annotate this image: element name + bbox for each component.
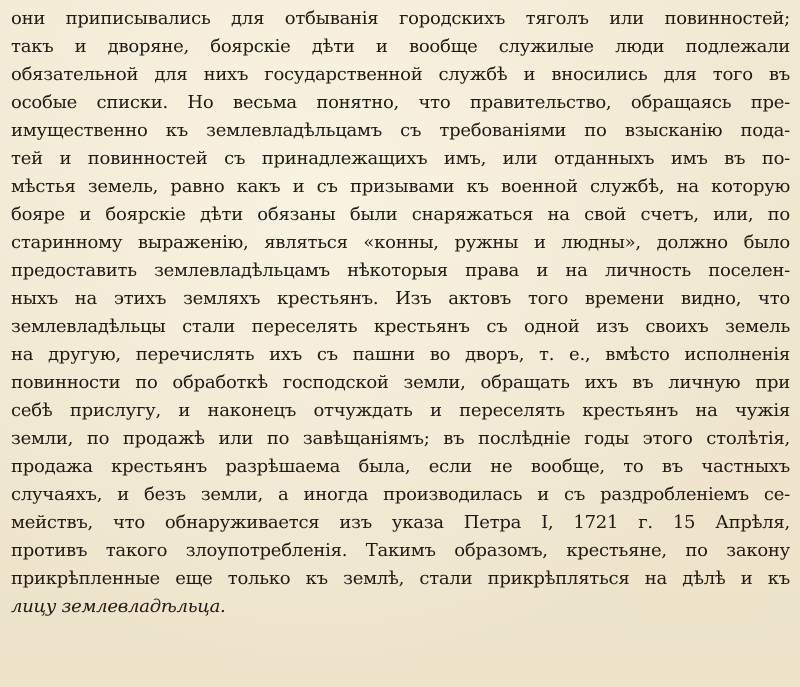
text-line: тей и повинностей съ принадлежащихъ имъ, или отданныхъ имъ въ по- xyxy=(11,148,790,169)
last-text-line: лицу землевладѣльца. xyxy=(11,596,226,617)
text-line: себѣ прислугу, и наконецъ отчуждать и переселять крестьянъ на чужія xyxy=(11,400,790,421)
text-line: старинному выраженію, являться «конны, ружны и людны», должно было xyxy=(11,232,790,253)
text-line: мействъ, что обнаруживается изъ указа Петра I, 1721 г. 15 Апрѣля, xyxy=(11,512,790,533)
text-line: предоставить землевладѣльцамъ нѣкоторыя права и на личность поселен- xyxy=(11,260,790,281)
text-line: бояре и боярскіе дѣти обязаны были снаряжаться на свой счетъ, или, по xyxy=(11,204,790,225)
text-line: земли, по продажѣ или по завѣщаніямъ; въ послѣдніе годы этого столѣтія, xyxy=(11,428,790,449)
text-line: продажа крестьянъ разрѣшаема была, если не вообще, то въ частныхъ xyxy=(11,456,790,477)
text-line: обязательной для нихъ государственной службѣ и вносились для того въ xyxy=(11,64,790,85)
text-line: прикрѣпленные еще только къ землѣ, стали прикрѣпляться на дѣлѣ и къ xyxy=(11,568,790,589)
text-line: мѣстья земель, равно какъ и съ призывами къ военной службѣ, на которую xyxy=(11,176,790,197)
text-line: землевладѣльцы стали переселять крестьянъ съ одной изъ своихъ земель xyxy=(11,316,790,337)
text-line: имущественно къ землевладѣльцамъ съ требованіями по взысканію пода- xyxy=(11,120,790,141)
text-line: ныхъ на этихъ земляхъ крестьянъ. Изъ актовъ того времени видно, что xyxy=(11,288,790,309)
text-line: они приписывались для отбыванія городскихъ тяголъ или повинностей; xyxy=(11,8,790,29)
text-line: такъ и дворяне, боярскіе дѣти и вообще служилые люди подлежали xyxy=(11,36,790,57)
text-line: повинности по обработкѣ господской земли, обращать ихъ въ личную при xyxy=(11,372,790,393)
text-line: случаяхъ, и безъ земли, а иногда производилась и съ раздробленіемъ се- xyxy=(11,484,790,505)
text-line: особые списки. Но весьма понятно, что правительство, обращаясь пре- xyxy=(11,92,790,113)
text-line: противъ такого злоупотребленія. Такимъ образомъ, крестьяне, по закону xyxy=(11,540,790,561)
text-line: на другую, перечислять ихъ съ пашни во дворъ, т. е., вмѣсто исполненія xyxy=(11,344,790,365)
